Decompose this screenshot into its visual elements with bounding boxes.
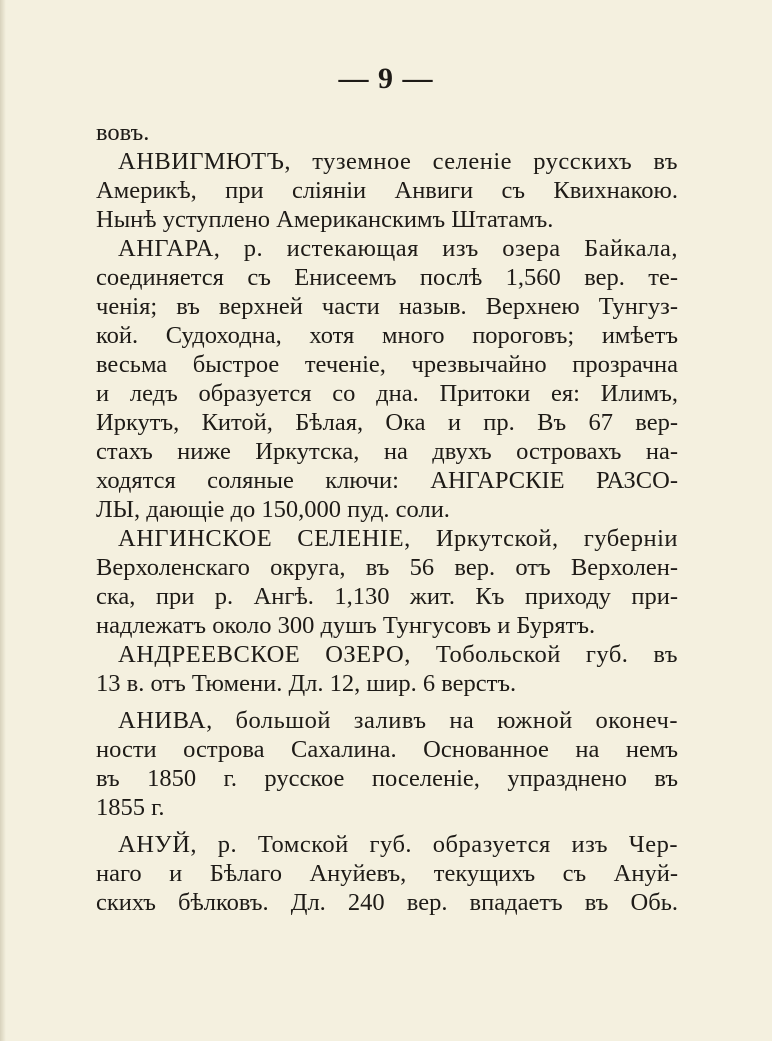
text-line: Верхоленскаго округа, въ 56 вер. отъ Верхолен-	[96, 554, 678, 581]
text-line: ходятся соляные ключи: АНГАРСКІЕ РАЗСО-	[96, 467, 678, 494]
text-line: Иркутъ, Китой, Бѣлая, Ока и пр. Въ 67 вер-	[96, 409, 678, 436]
text-line: надлежатъ около 300 душъ Тунгусовъ и Бурятъ.	[96, 612, 596, 639]
text-line: и ледъ образуется со дна. Притоки ея: Илимъ,	[96, 380, 678, 407]
text-line: скихъ бѣлковъ. Дл. 240 вер. впадаетъ въ Обь.	[96, 889, 678, 916]
dictionary-text	[96, 118, 678, 917]
page-number: — 9 —	[338, 62, 434, 95]
text-line: вовъ.	[96, 119, 150, 146]
text-line: ЛЫ, дающіе до 150,000 пуд. соли.	[96, 496, 450, 523]
text-line: Америкѣ, при сліяніи Анвиги съ Квихнакою.	[96, 177, 678, 204]
entry-anvigmyut-line: АНВИГМЮТЪ, туземное селеніе русскихъ въ	[118, 148, 678, 175]
text-line: кой. Судоходна, хотя много пороговъ; имѣетъ	[96, 322, 678, 349]
text-line: 13 в. отъ Тюмени. Дл. 12, шир. 6 верстъ.	[96, 670, 517, 697]
text-line: соединяется съ Енисеемъ послѣ 1,560 вер. те-	[96, 264, 678, 291]
entry-anginskoe-line: АНГИНСКОЕ СЕЛЕНІЕ, Иркутской, губерніи	[118, 525, 678, 552]
entry-andreevskoe-line: АНДРЕЕВСКОЕ ОЗЕРО, Тобольской губ. въ	[118, 641, 678, 668]
entry-angara-line: АНГАРА, р. истекающая изъ озера Байкала,	[118, 235, 678, 262]
entry-aniva-line: АНИВА, большой заливъ на южной оконеч-	[118, 707, 678, 734]
entry-anuy-line: АНУЙ, р. Томской губ. образуется изъ Чер-	[118, 831, 678, 858]
text-line: весьма быстрое теченіе, чрезвычайно прозрачна	[96, 351, 678, 378]
text-line: Нынѣ уступлено Американскимъ Штатамъ.	[96, 206, 554, 233]
text-line: ности острова Сахалина. Основанное на немъ	[96, 736, 678, 763]
text-line: 1855 г.	[96, 794, 165, 821]
text-line: ска, при р. Ангѣ. 1,130 жит. Къ приходу при-	[96, 583, 678, 610]
text-line: наго и Бѣлаго Ануйевъ, текущихъ съ Ануй-	[96, 860, 678, 887]
text-line: въ 1850 г. русское поселеніе, упразднено въ	[96, 765, 678, 792]
text-line: ченія; въ верхней части назыв. Верхнею Тунгуз-	[96, 293, 678, 320]
page-edge	[0, 0, 6, 1041]
text-line: стахъ ниже Иркутска, на двухъ островахъ на-	[96, 438, 678, 465]
